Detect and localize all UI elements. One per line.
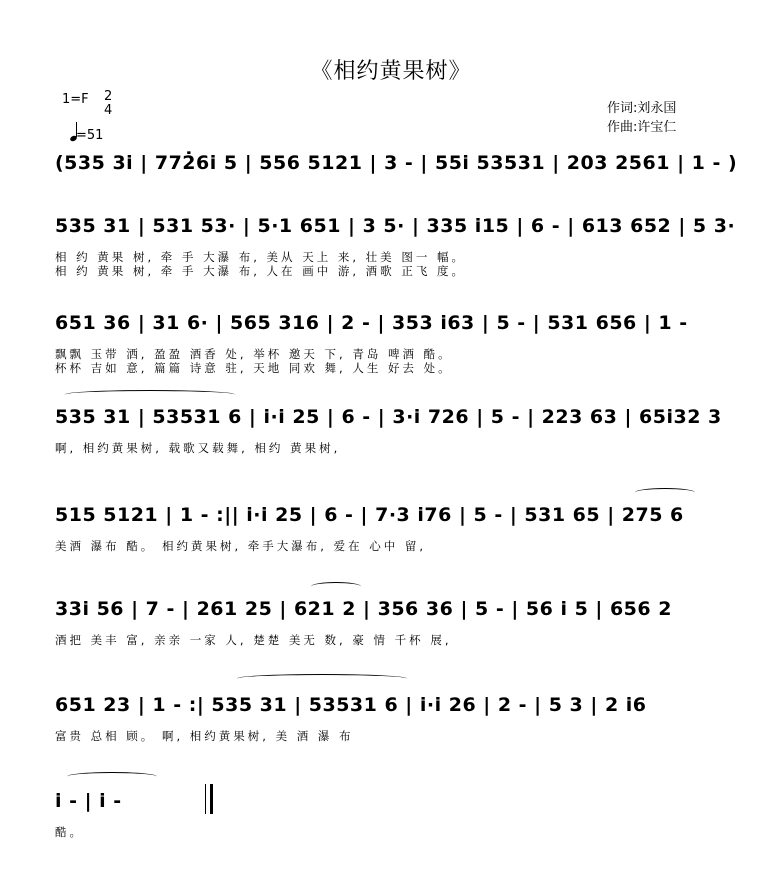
slur-mark xyxy=(237,674,407,683)
lyricist-credit: 作词:刘永国 xyxy=(607,101,677,116)
slur-mark xyxy=(67,772,157,781)
notation-line: 33i 56 | 7 - | 261 25 | 621 2 | 356 36 | 5 - | 56 i 5 | 656 2 xyxy=(55,598,672,620)
composer-credit: 作曲:许宝仁 xyxy=(607,120,677,135)
song-title: 《相约黄果树》 xyxy=(310,59,472,84)
lyrics-verse-2: 杯杯 吉如 意, 篇篇 诗意 驻, 天地 同欢 舞, 人生 好去 处。 xyxy=(55,361,453,375)
notation-line: 535 31 | 53531 6 | i·i 25 | 6 - | 3·i 726 | 5 - | 223 63 | 65i32 3 xyxy=(55,406,722,428)
tempo-marking xyxy=(62,89,113,143)
notation-line: (535 3i | 772̇6i 5 | 556 5121 | 3 - | 55i 53531 | 203 2561 | 1 - ) xyxy=(55,152,738,174)
lyrics-verse-1: 富贵 总相 顾。 啊, 相约黄果树, 美 酒 瀑 布 xyxy=(55,729,354,743)
lyrics-verse-1: 飘飘 玉带 洒, 盈盈 酒香 处, 举杯 邀天 下, 青岛 啤酒 酷。 xyxy=(55,347,453,361)
lyrics-verse-2: 相 约 黄果 树, 牵 手 大瀑 布, 人在 画中 游, 酒歌 正飞 度。 xyxy=(55,264,466,278)
slur-mark xyxy=(65,390,235,399)
notation-line: 515 5121 | 1 - :|| i·i 25 | 6 - | 7·3 i76 | 5 - | 531 65 | 275 6 xyxy=(55,504,684,526)
notation-line: 651 23 | 1 - :| 535 31 | 53531 6 | i·i 26 | 2 - | 5 3 | 2 i6 xyxy=(55,694,647,716)
tempo-bpm: =51 xyxy=(76,128,104,143)
notation-line: i - | i - xyxy=(55,790,122,812)
time-numerator: 2 xyxy=(104,89,113,104)
time-signature xyxy=(104,90,112,118)
lyrics-verse-1: 酒把 美丰 富, 亲亲 一家 人, 楚楚 美无 数, 豪 情 千杯 展, xyxy=(55,633,452,647)
lyrics-verse-1: 相 约 黄果 树, 牵 手 大瀑 布, 美从 天上 来, 壮美 图一 幅。 xyxy=(55,250,466,264)
notation-line: 651 36 | 31 6· | 565 316 | 2 - | 353 i63 | 5 - | 531 656 | 1 - xyxy=(55,312,688,334)
lyrics-verse-1: 美酒 瀑布 酷。 相约黄果树, 牵手大瀑布, 爱在 心中 留, xyxy=(55,539,427,553)
lyrics-verse-1: 啊, 相约黄果树, 载歌又载舞, 相约 黄果树, xyxy=(55,441,341,455)
lyrics-verse-1: 酷。 xyxy=(55,825,84,839)
notation-line: 535 31 | 531 53· | 5·1 651 | 3 5· | 335 i15 | 6 - | 613 652 | 5 3· xyxy=(55,215,736,237)
time-denominator: 4 xyxy=(104,103,113,118)
slur-mark xyxy=(635,488,695,497)
key-signature: 1=F xyxy=(62,92,89,107)
slur-mark xyxy=(311,582,361,591)
